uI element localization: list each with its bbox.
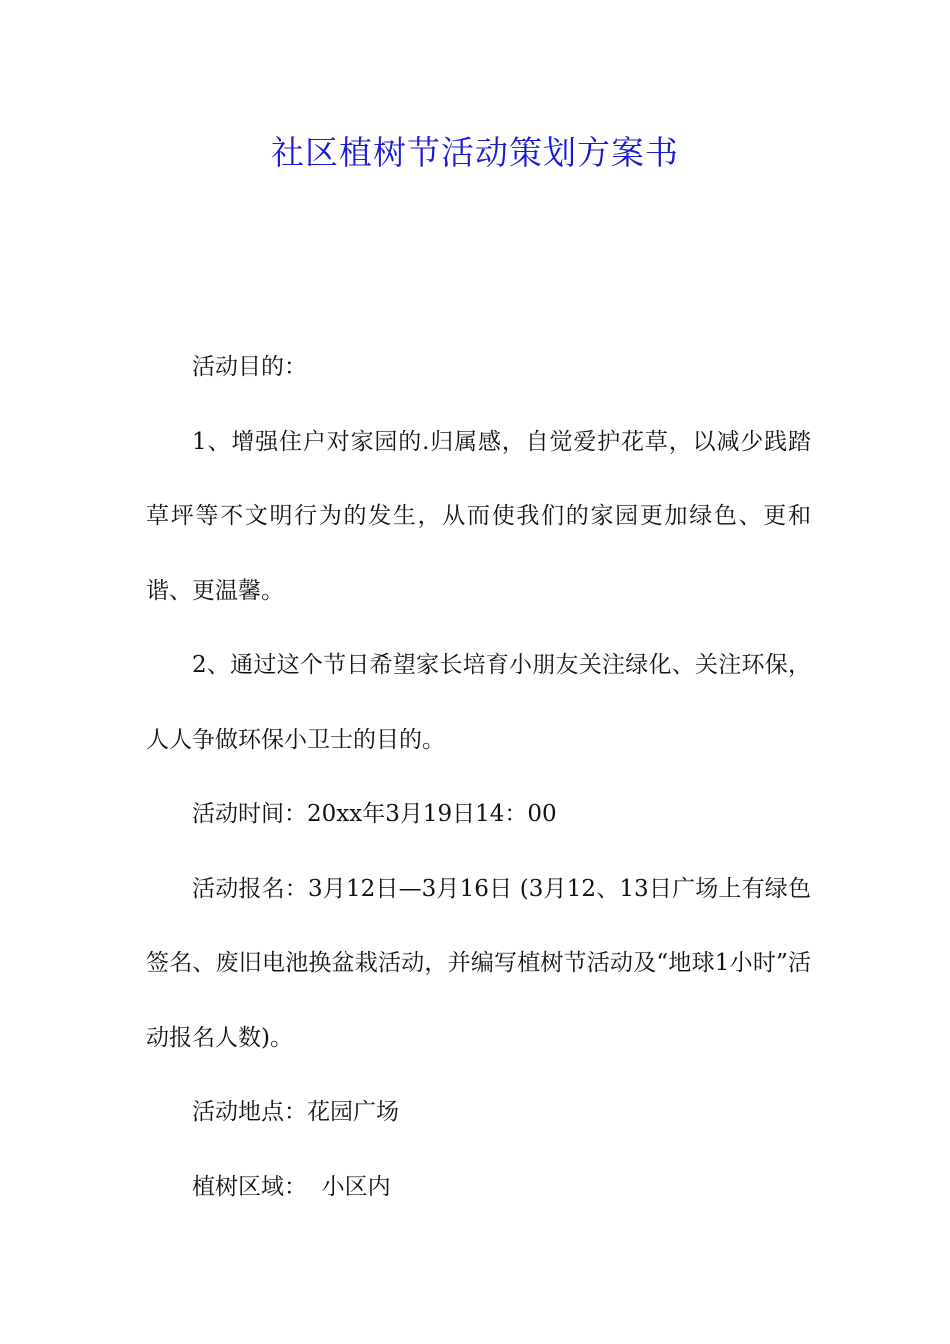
paragraph-planting-area: 植树区域： 小区内 <box>192 1173 391 1200</box>
paragraph-purpose-2: 2、通过这个节日希望家长培育小朋友关注绿化、关注环保，人人争做环保小卫士的目的。 <box>146 652 811 753</box>
document-body <box>146 330 811 1224</box>
paragraph-location: 活动地点：花园广场 <box>192 1099 399 1125</box>
document-title: 社区植树节活动策划方案书 <box>271 133 679 172</box>
paragraph-time: 活动时间：20xx年3月19日14：00 <box>192 801 557 827</box>
paragraph-registration: 活动报名：3月12日—3月16日 (3月12、13日广场上有绿色签名、废旧电池换盆栽活动，并编写植树节活动及“地球1小时”活动报名人数)。 <box>146 875 811 1051</box>
paragraph-purpose-heading: 活动目的： <box>192 354 307 380</box>
paragraph-purpose-1: 1、增强住户对家园的.归属感，自觉爱护花草，以减少践踏草坪等不文明行为的发生，从而使我们的家园更加绿色、更和谐、更温馨。 <box>146 428 811 604</box>
